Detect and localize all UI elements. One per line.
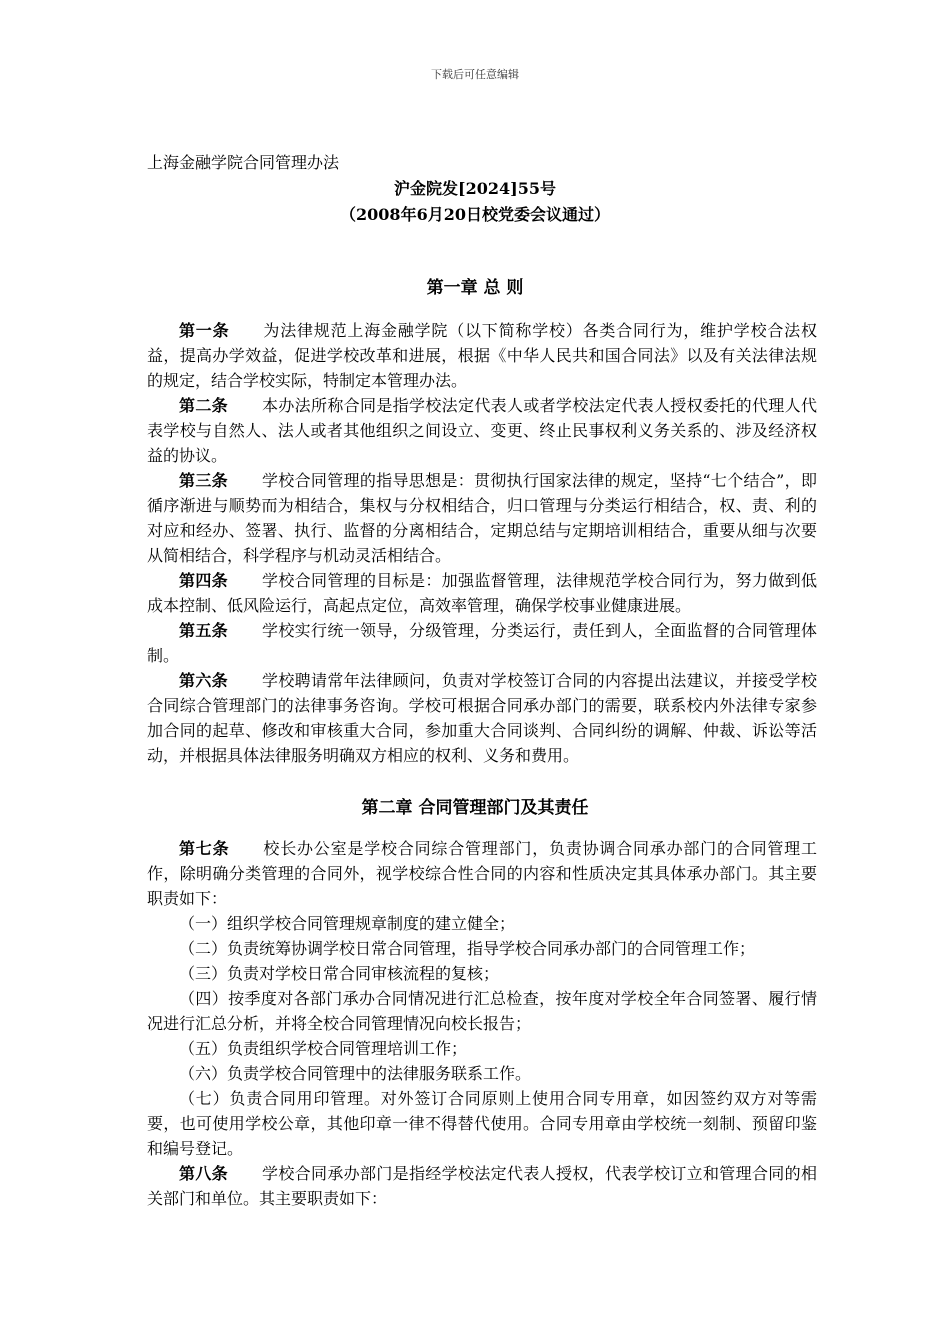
article-label: 第五条	[179, 621, 228, 640]
article-text: 学校合同承办部门是指经学校法定代表人授权，代表学校订立和管理合同的相关部门和单位。其主要职责如下：	[147, 1164, 817, 1208]
document-approval-note: （2008年6月20日校党委会议通过）	[340, 205, 610, 224]
article-3	[147, 468, 817, 568]
chapter-1-body	[147, 318, 817, 768]
article-8	[147, 1161, 817, 1211]
duty-item: （一）组织学校合同管理规章制度的建立健全；	[179, 914, 516, 933]
chapter-2-heading: 第二章 合同管理部门及其责任	[361, 798, 589, 818]
chapter-2-body	[147, 836, 817, 1211]
document-number: 沪金院发[2024]55号	[394, 179, 556, 198]
article-text: 校长办公室是学校合同综合管理部门，负责协调合同承办部门的合同管理工作，除明确分类管理的合同外，视学校综合性合同的内容和性质决定其具体承办部门。其主要职责如下：	[147, 839, 817, 908]
duty-item: （五）负责组织学校合同管理培训工作；	[179, 1039, 468, 1058]
duty-item: （七）负责合同用印管理。对外签订合同原则上使用合同专用章，如因签约双方对等需要，也可使用学校公章，其他印章一律不得替代使用。合同专用章由学校统一刻制、预留印鉴和编号登记。	[147, 1089, 817, 1158]
article-text: 学校合同管理的指导思想是：贯彻执行国家法律的规定，坚持“七个结合”，即循序渐进与顺势而为相结合，集权与分权相结合，归口管理与分类运行相结合，权、责、利的对应和经办、签署、执行、监督的分离相结合，定期总结与定期培训相结合，重要从细与次要从简相结合，科学程序与机动灵活相结合。	[147, 471, 817, 565]
article-text: 为法律规范上海金融学院（以下简称学校）各类合同行为，维护学校合法权益，提高办学效益，促进学校改革和进展，根据《中华人民共和国合同法》以及有关法律法规的规定，结合学校实际，特制定本管理办法。	[147, 321, 817, 390]
article-label: 第四条	[179, 571, 228, 590]
article-7	[147, 836, 817, 911]
article-label: 第三条	[179, 471, 228, 490]
chapter-1-heading: 第一章 总 则	[426, 278, 524, 298]
article-label: 第二条	[179, 396, 228, 415]
article-text: 学校实行统一领导，分级管理，分类运行，责任到人，全面监督的合同管理体制。	[147, 621, 817, 665]
header-note: 下载后可任意编辑	[431, 68, 519, 81]
article-5	[147, 618, 817, 668]
document-title: 上海金融学院合同管理办法	[147, 153, 340, 172]
duty-item: （四）按季度对各部门承办合同情况进行汇总检查，按年度对学校全年合同签署、履行情况进行汇总分析，并将全校合同管理情况向校长报告；	[147, 989, 817, 1033]
article-4	[147, 568, 817, 618]
duty-item: （三）负责对学校日常合同审核流程的复核；	[179, 964, 500, 983]
article-label: 第七条	[179, 839, 230, 858]
article-label: 第八条	[179, 1164, 228, 1183]
article-2	[147, 393, 817, 468]
article-1	[147, 318, 817, 393]
article-6	[147, 668, 817, 768]
article-label: 第六条	[179, 671, 228, 690]
article-label: 第一条	[179, 321, 230, 340]
duty-item: （六）负责学校合同管理中的法律服务联系工作。	[179, 1064, 532, 1083]
article-text: 本办法所称合同是指学校法定代表人或者学校法定代表人授权委托的代理人代表学校与自然人、法人或者其他组织之间设立、变更、终止民事权利义务关系的、涉及经济权益的协议。	[147, 396, 817, 465]
article-text: 学校合同管理的目标是：加强监督管理，法律规范学校合同行为，努力做到低成本控制、低风险运行，高起点定位，高效率管理，确保学校事业健康进展。	[147, 571, 817, 615]
article-text: 学校聘请常年法律顾问，负责对学校签订合同的内容提出法建议，并接受学校合同综合管理部门的法律事务咨询。学校可根据合同承办部门的需要，联系校内外法律专家参加合同的起草、修改和审核重大合同，参加重大合同谈判、合同纠纷的调解、仲裁、诉讼等活动，并根据具体法律服务明确双方相应的权利、义务和费用。	[147, 671, 817, 765]
duty-item: （二）负责统筹协调学校日常合同管理，指导学校合同承办部门的合同管理工作；	[179, 939, 756, 958]
